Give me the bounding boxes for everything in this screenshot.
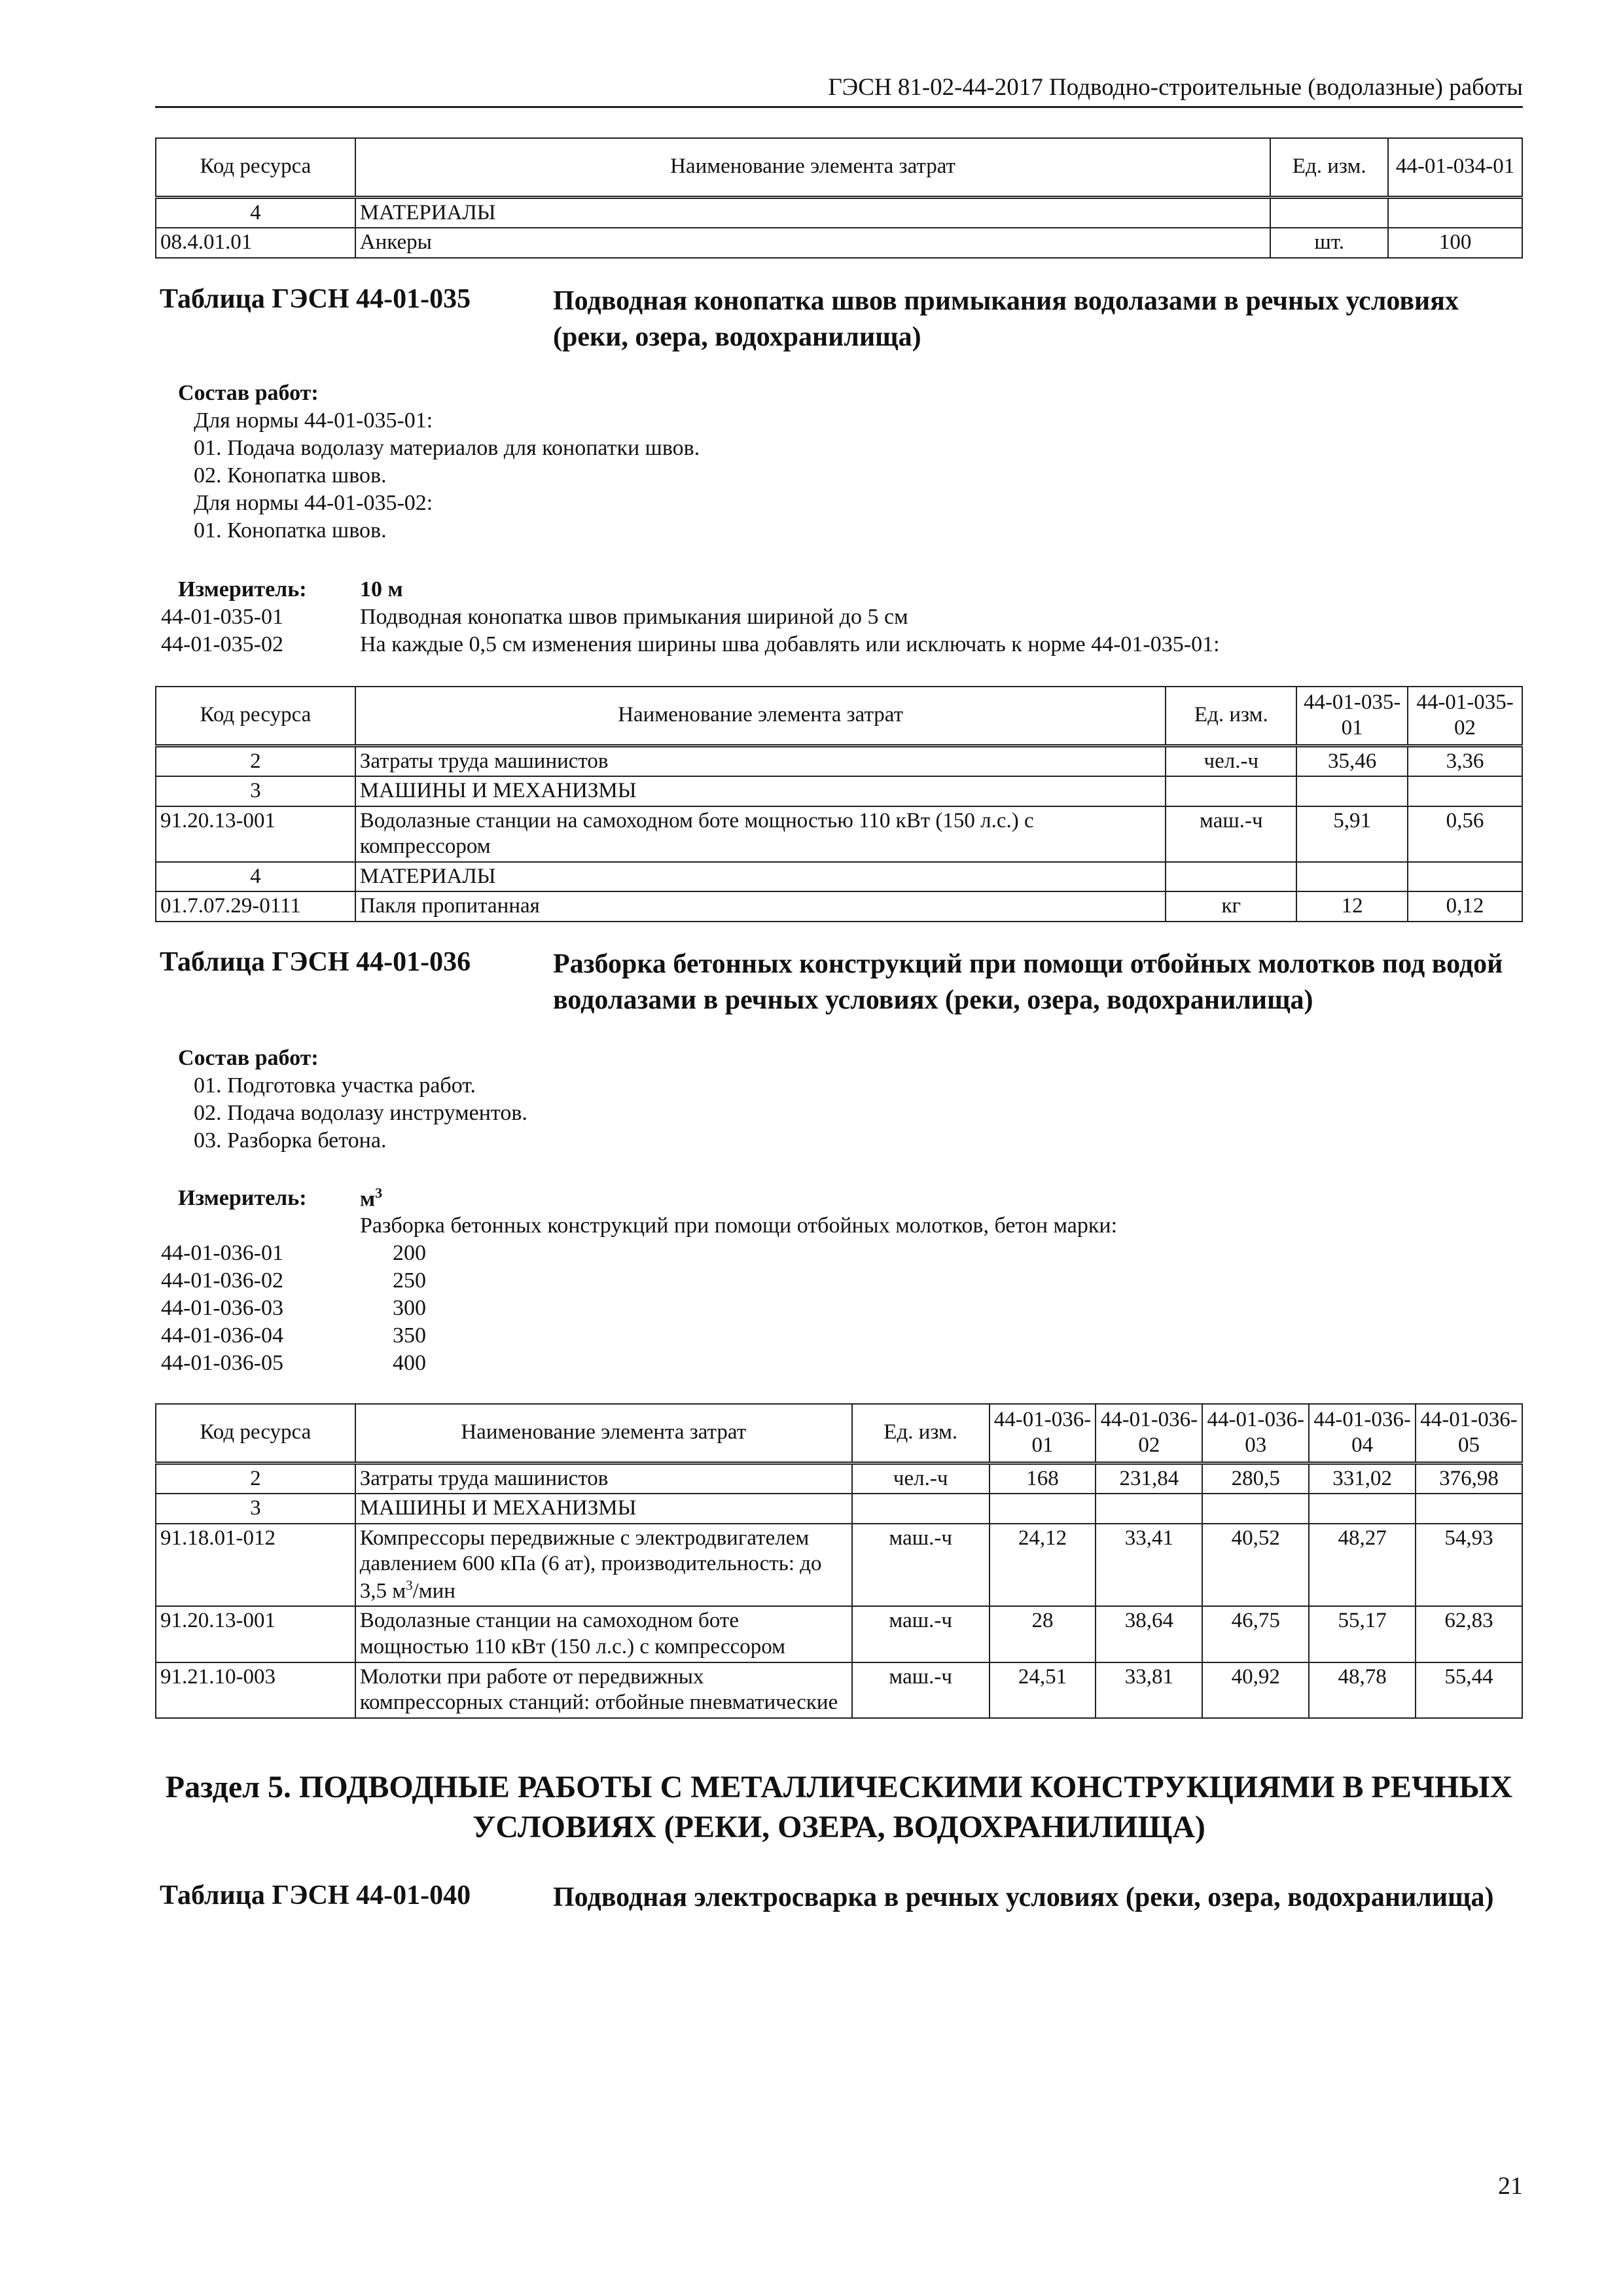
table-row xyxy=(156,1463,1522,1494)
work-line: Для нормы 44-01-035-02: xyxy=(194,491,433,515)
group-name: МАШИНЫ И МЕХАНИЗМЫ xyxy=(355,776,1166,806)
resource-unit: маш.-ч xyxy=(852,1662,990,1718)
resource-value: 38,64 xyxy=(1096,1606,1202,1662)
col-unit-header: Ед. изм. xyxy=(1270,138,1388,197)
group-number: 3 xyxy=(156,776,355,806)
norm-text: 350 xyxy=(393,1323,426,1348)
work-line: 02. Конопатка швов. xyxy=(194,463,387,488)
meter-value: 10 м xyxy=(360,577,403,601)
resource-value: 28 xyxy=(990,1606,1096,1662)
resource-value: 12 xyxy=(1296,891,1408,922)
group-name: МАШИНЫ И МЕХАНИЗМЫ xyxy=(355,1494,852,1524)
col-norm-header: 44-01-036-04 xyxy=(1309,1404,1416,1463)
resource-value: 5,91 xyxy=(1296,806,1408,862)
table-row xyxy=(156,1662,1522,1718)
table-036-title: Разборка бетонных конструкций при помощи отбойных молотков под водой водолазами в речных условиях (реки, озера, водохранилища) xyxy=(553,949,1503,1016)
running-header: ГЭСН 81-02-44-2017 Подводно-строительные (водолазные) работы xyxy=(828,74,1523,101)
table-034 xyxy=(155,137,1523,259)
labor-value: 231,84 xyxy=(1096,1463,1202,1494)
resource-code: 91.18.01-012 xyxy=(156,1524,355,1607)
norm-code: 44-01-036-04 xyxy=(161,1323,283,1348)
resource-value: 0,12 xyxy=(1408,891,1522,922)
header-rule xyxy=(155,106,1523,108)
labor-unit: чел.-ч xyxy=(1166,745,1296,776)
labor-value: 331,02 xyxy=(1309,1463,1416,1494)
work-line: 01. Подготовка участка работ. xyxy=(194,1073,476,1098)
resource-code: 01.7.07.29-0111 xyxy=(156,891,355,922)
col-norm-header: 44-01-035-02 xyxy=(1408,687,1522,745)
group-number: 3 xyxy=(156,1494,355,1524)
page-number: 21 xyxy=(1498,2172,1523,2200)
col-name-header: Наименование элемента затрат xyxy=(355,1404,852,1463)
col-code-header: Код ресурса xyxy=(156,1404,355,1463)
labor-value: 280,5 xyxy=(1202,1463,1309,1494)
labor-value: 168 xyxy=(990,1463,1096,1494)
resource-value: 33,81 xyxy=(1096,1662,1202,1718)
resource-unit: кг xyxy=(1166,891,1296,922)
meter-label: Измеритель: xyxy=(178,577,307,601)
resource-value: 54,93 xyxy=(1416,1524,1522,1607)
resource-name: Молотки при работе от передвижных компрессорных станций: отбойные пневматические xyxy=(355,1662,852,1718)
resource-unit: маш.-ч xyxy=(852,1524,990,1607)
labor-number: 2 xyxy=(156,745,355,776)
table-035-number: Таблица ГЭСН 44-01-035 xyxy=(160,284,471,314)
group-number: 4 xyxy=(156,862,355,892)
resource-value: 24,51 xyxy=(990,1662,1096,1718)
norm-code: 44-01-035-01 xyxy=(161,605,283,629)
norm-text: Подводная конопатка швов примыкания шириной до 5 см xyxy=(360,605,908,629)
col-norm-header: 44-01-036-05 xyxy=(1416,1404,1522,1463)
work-line: 01. Конопатка швов. xyxy=(194,518,387,543)
table-035 xyxy=(155,686,1523,922)
work-line: Для нормы 44-01-035-01: xyxy=(194,408,433,433)
resource-unit: маш.-ч xyxy=(1166,806,1296,862)
labor-value: 3,36 xyxy=(1408,745,1522,776)
resource-name: Водолазные станции на самоходном боте мощностью 110 кВт (150 л.с.) с компрессором xyxy=(355,806,1166,862)
section-heading: Раздел 5. ПОДВОДНЫЕ РАБОТЫ С МЕТАЛЛИЧЕСКИМИ КОНСТРУКЦИЯМИ В РЕЧНЫХ УСЛОВИЯХ (РЕКИ, ОЗЕРА, ВОДОХРАНИЛИЩА) xyxy=(165,1770,1513,1845)
labor-value: 376,98 xyxy=(1416,1463,1522,1494)
work-composition-label: Состав работ: xyxy=(178,381,319,405)
table-036-number: Таблица ГЭСН 44-01-036 xyxy=(160,947,471,977)
norm-code: 44-01-036-02 xyxy=(161,1268,283,1293)
col-norm-header: 44-01-036-02 xyxy=(1096,1404,1202,1463)
labor-unit: чел.-ч xyxy=(852,1463,990,1494)
resource-value: 0,56 xyxy=(1408,806,1522,862)
col-code-header: Код ресурса xyxy=(156,138,355,197)
resource-unit: шт. xyxy=(1270,228,1388,258)
norm-text: 200 xyxy=(393,1241,426,1265)
resource-value: 55,17 xyxy=(1309,1606,1416,1662)
meter-label: Измеритель: xyxy=(178,1186,307,1210)
resource-value: 24,12 xyxy=(990,1524,1096,1607)
table-row xyxy=(156,1524,1522,1607)
table-035-title: Подводная конопатка швов примыкания водолазами в речных условиях (реки, озера, водохранилища) xyxy=(553,286,1459,353)
col-norm-header: 44-01-035-01 xyxy=(1296,687,1408,745)
resource-code: 91.20.13-001 xyxy=(156,1606,355,1662)
labor-value: 35,46 xyxy=(1296,745,1408,776)
resource-name: Водолазные станции на самоходном боте мощностью 110 кВт (150 л.с.) с компрессором xyxy=(355,1606,852,1662)
resource-value: 40,52 xyxy=(1202,1524,1309,1607)
meter-value: $м^3$ xyxy=(360,1185,383,1211)
resource-code: 91.20.13-001 xyxy=(156,806,355,862)
resource-value: 46,75 xyxy=(1202,1606,1309,1662)
col-norm-header: 44-01-034-01 xyxy=(1388,138,1522,197)
group-name: МАТЕРИАЛЫ xyxy=(355,862,1166,892)
work-line: 01. Подача водолазу материалов для конопатки швов. xyxy=(194,436,700,460)
norm-text: 300 xyxy=(393,1296,426,1320)
table-036 xyxy=(155,1403,1523,1719)
col-norm-header: 44-01-036-03 xyxy=(1202,1404,1309,1463)
norm-text: 250 xyxy=(393,1268,426,1293)
table-040-number: Таблица ГЭСН 44-01-040 xyxy=(160,1880,471,1910)
labor-name: Затраты труда машинистов xyxy=(355,1463,852,1494)
resource-value: 100 xyxy=(1388,228,1522,258)
norm-text: На каждые 0,5 см изменения ширины шва добавлять или исключать к норме 44-01-035-01: xyxy=(360,632,1220,656)
group-name: МАТЕРИАЛЫ xyxy=(355,197,1270,228)
work-line: 03. Разборка бетона. xyxy=(194,1128,387,1153)
labor-number: 2 xyxy=(156,1463,355,1494)
group-number: 4 xyxy=(156,197,355,228)
col-unit-header: Ед. изм. xyxy=(852,1404,990,1463)
resource-value: 55,44 xyxy=(1416,1662,1522,1718)
resource-value: 62,83 xyxy=(1416,1606,1522,1662)
table-row xyxy=(156,228,1522,258)
resource-name: Компрессоры передвижные с электродвигателем давлением 600 кПа (6 ат), производительность: до 3,5 $м^3$/мин xyxy=(355,1524,852,1607)
col-name-header: Наименование элемента затрат xyxy=(355,138,1270,197)
resource-code: 91.21.10-003 xyxy=(156,1662,355,1718)
col-unit-header: Ед. изм. xyxy=(1166,687,1296,745)
work-composition-label: Состав работ: xyxy=(178,1046,319,1070)
resource-name: Анкеры xyxy=(355,228,1270,258)
labor-name: Затраты труда машинистов xyxy=(355,745,1166,776)
resource-value: 48,78 xyxy=(1309,1662,1416,1718)
norm-code: 44-01-036-05 xyxy=(161,1351,283,1375)
norm-code: 44-01-036-01 xyxy=(161,1241,283,1265)
table-row xyxy=(156,745,1522,776)
table-row xyxy=(156,806,1522,862)
resource-value: 40,92 xyxy=(1202,1662,1309,1718)
resource-code: 08.4.01.01 xyxy=(156,228,355,258)
norm-code: 44-01-035-02 xyxy=(161,632,283,656)
col-name-header: Наименование элемента затрат xyxy=(355,687,1166,745)
table-row xyxy=(156,891,1522,922)
resource-unit: маш.-ч xyxy=(852,1606,990,1662)
work-line: 02. Подача водолазу инструментов. xyxy=(194,1101,527,1125)
resource-value: 48,27 xyxy=(1309,1524,1416,1607)
table-040-title: Подводная электросварка в речных условиях (реки, озера, водохранилища) xyxy=(553,1882,1494,1912)
norm-intro: Разборка бетонных конструкций при помощи отбойных молотков, бетон марки: xyxy=(360,1213,1118,1238)
col-norm-header: 44-01-036-01 xyxy=(990,1404,1096,1463)
table-row xyxy=(156,1606,1522,1662)
norm-code: 44-01-036-03 xyxy=(161,1296,283,1320)
norm-text: 400 xyxy=(393,1351,426,1375)
resource-name: Пакля пропитанная xyxy=(355,891,1166,922)
col-code-header: Код ресурса xyxy=(156,687,355,745)
resource-value: 33,41 xyxy=(1096,1524,1202,1607)
